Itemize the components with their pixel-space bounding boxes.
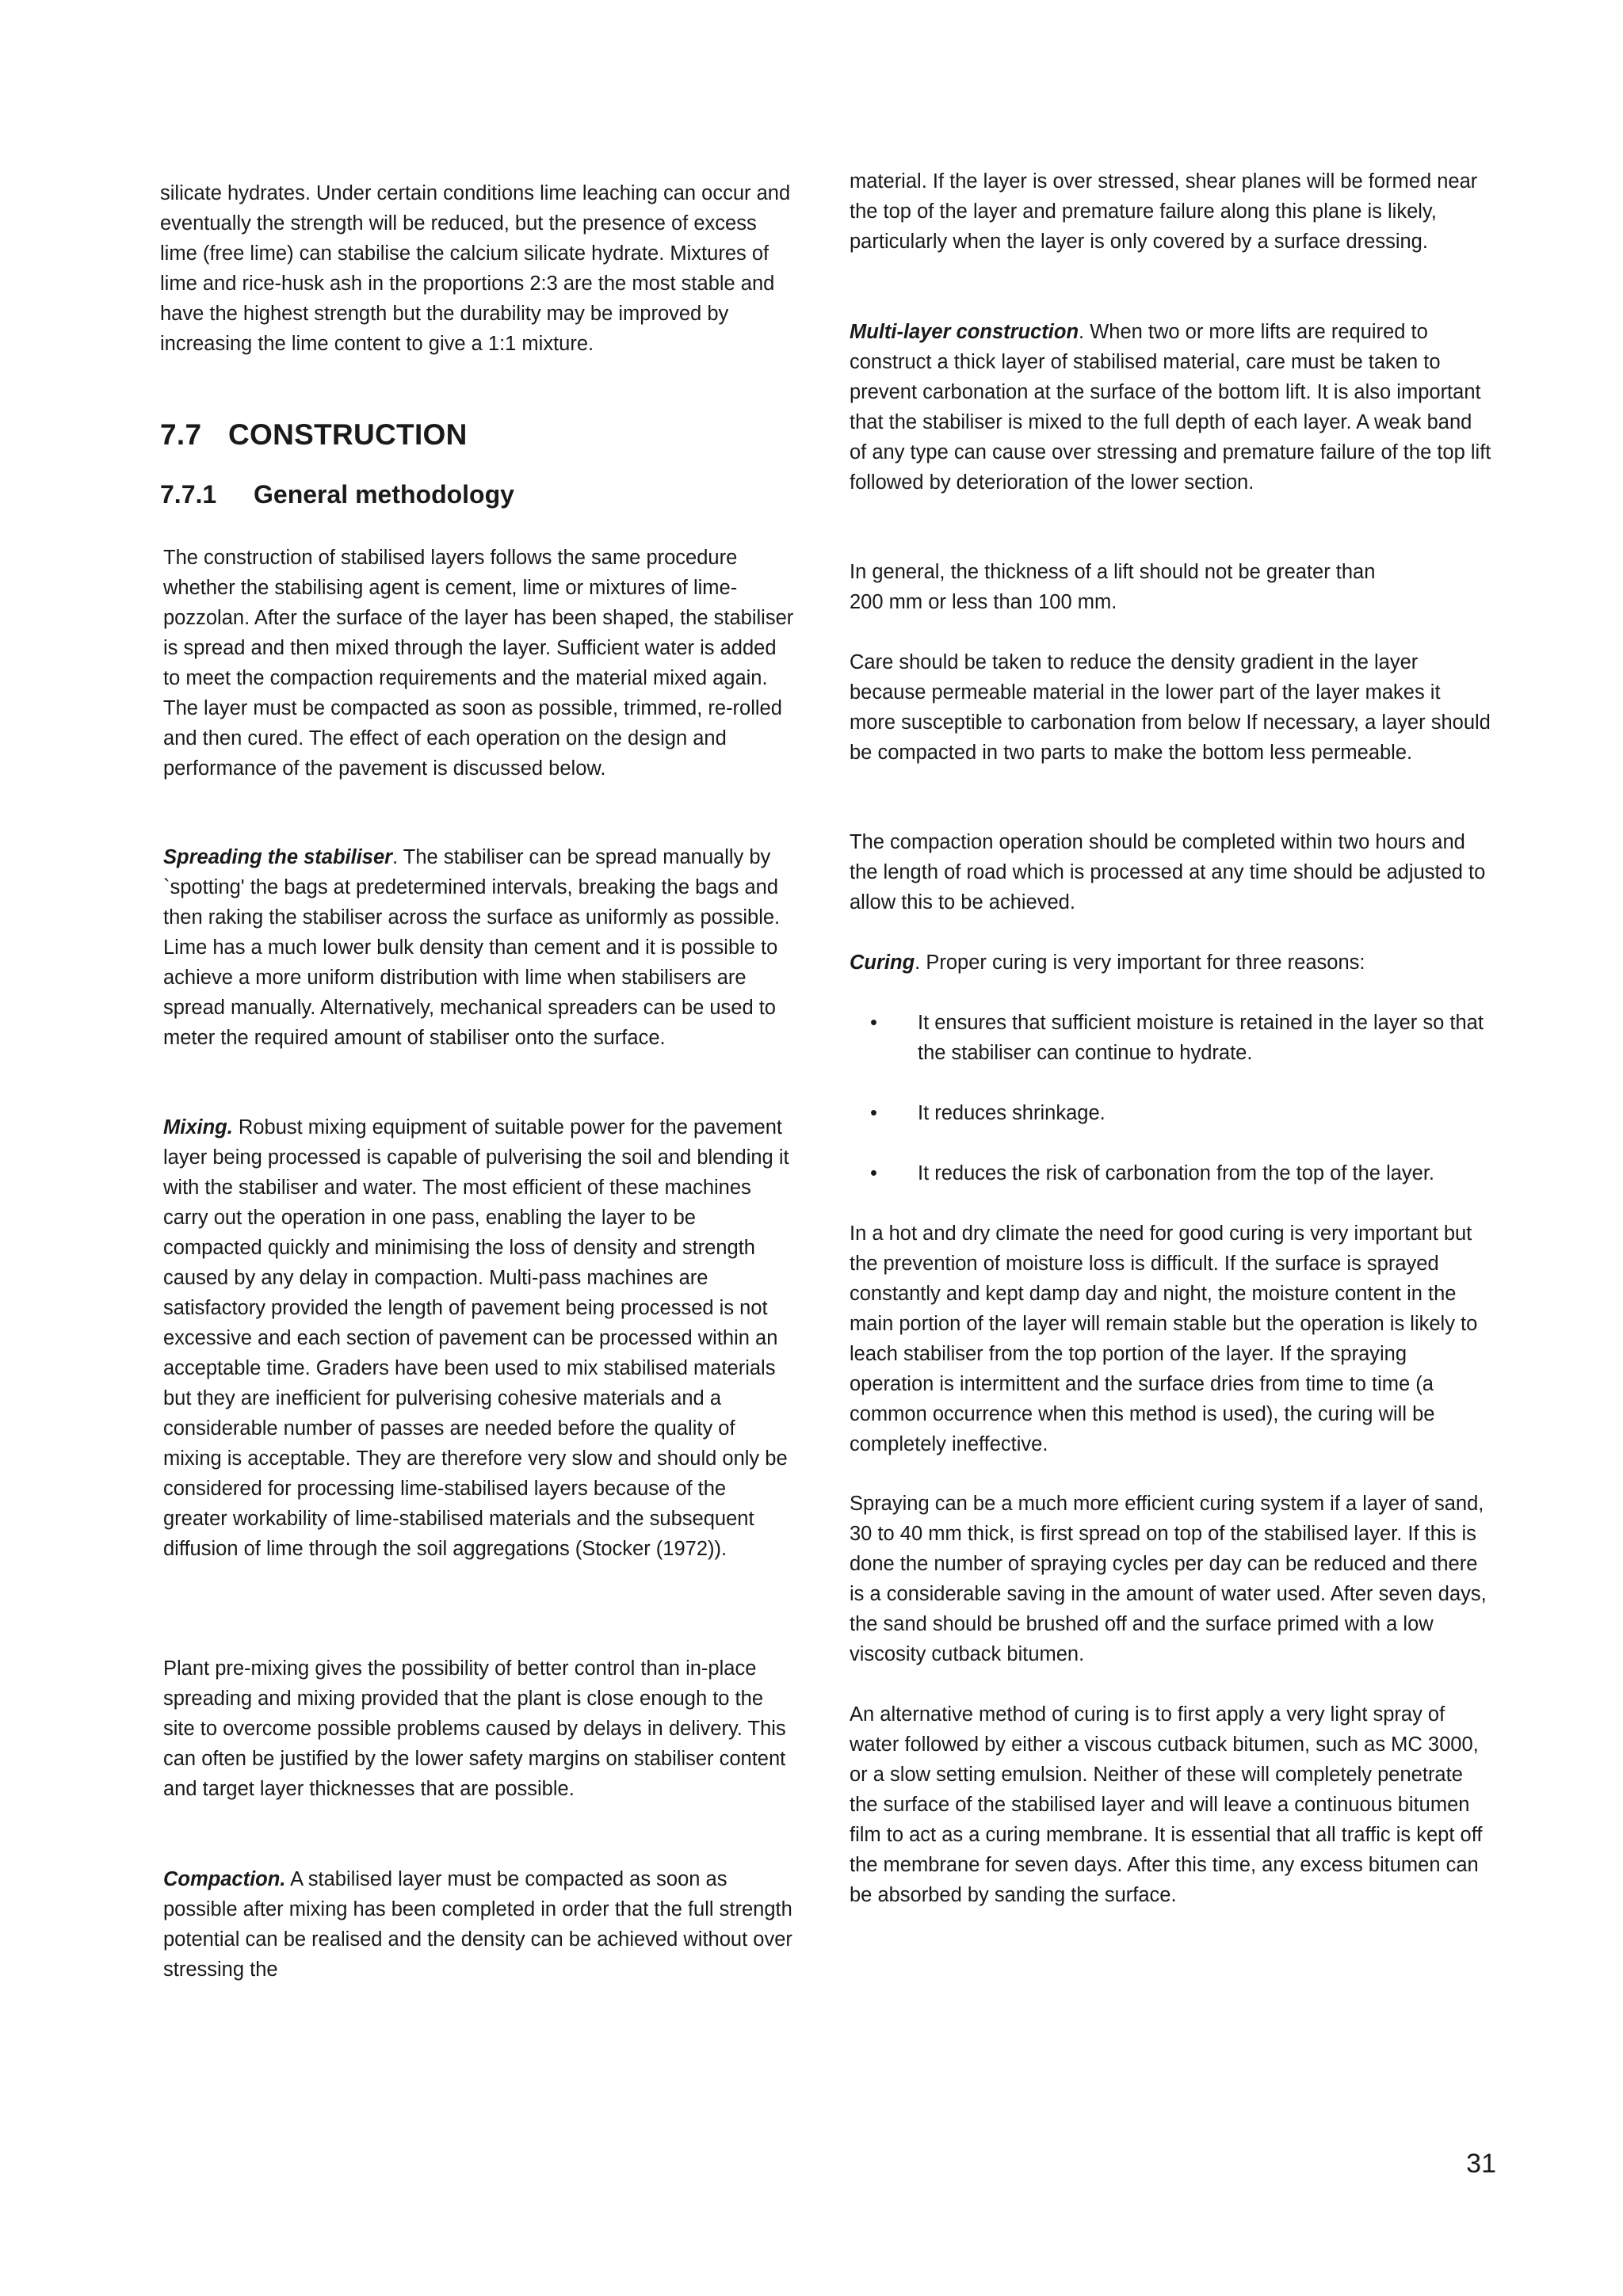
bullet-text: It reduces shrinkage. — [918, 1102, 1106, 1124]
paragraph-density-gradient: Care should be taken to reduce the density gradient in the layer because permeable material in the lower part of the layer makes it more susceptible to carbonation from below If necessary, a layer should be compacted in two parts to make the bottom less permeable. — [850, 651, 1491, 764]
bullet-text: It ensures that sufficient moisture is retained in the layer so that the stabiliser can continue to hydrate. — [918, 1012, 1484, 1064]
paragraph-hot-climate: In a hot and dry climate the need for good curing is very important but the prevention of moisture loss is difficult. If the surface is sprayed constantly and kept damp day and night, the moisture content in the main portion of the layer will remain stable but the operation is likely to leach stabiliser from the top portion of the layer. If the spraying operation is intermittent and the surface dries from time to time (a common occurrence when this method is used), the curing will be completely ineffective. — [850, 1222, 1478, 1455]
paragraph-spraying: Spraying can be a much more efficient curing system if a layer of sand, 30 to 40 mm thick, is first spread on top of the stabilised layer. If this is done the number of spraying cycles per day can be reduced and there is a considerable saving in the amount of water used. After seven days, the sand should be brushed off and the surface primed with a low viscosity cutback bitumen. — [850, 1493, 1487, 1665]
section-title: CONSTRUCTION — [228, 418, 468, 451]
subsection-number: 7.7.1 — [160, 480, 217, 509]
paragraph-spreading — [163, 842, 794, 1053]
subsection-heading — [160, 479, 514, 510]
section-heading — [160, 418, 468, 452]
compaction-text: A stabilised layer must be compacted as soon as possible after mixing has been completed in order that the full strength potential can be realised and the density can be achieved without over stressing the — [163, 1868, 792, 1981]
compaction-lead: Compaction. — [163, 1868, 286, 1890]
curing-text: . Proper curing is very important for three reasons: — [915, 952, 1365, 974]
multi-layer-lead: Multi-layer construction — [850, 321, 1079, 343]
paragraph-plant-premixing: Plant pre-mixing gives the possibility of better control than in-place spreading and mixing provided that the plant is close enough to the site to overcome possible problems caused by delays in delivery. This can often be justified by the lower safety margins on stabiliser content and target layer thicknesses that are possible. — [163, 1657, 786, 1800]
mixing-text: Robust mixing equipment of suitable power for the pavement layer being processed is capable of pulverising the soil and blending it with the stabiliser and water. The most efficient of these machines carry out the operation in one pass, enabling the layer to be compacted quickly and minimising the loss of density and strength caused by any delay in compaction. Multi-pass machines are satisfactory provided the length of pavement being processed is not excessive and each section of pavement can be processed within an acceptable time. Graders have been used to mix stabilised materials but they are inefficient for pulverising cohesive materials and a considerable number of passes are needed before the quality of mixing is acceptable. They are therefore very slow and should only be considered for processing lime-stabilised layers because of the greater workability of lime-stabilised materials and the subsequent diffusion of lime through the soil aggregations (Stocker (1972)). — [163, 1116, 789, 1560]
bullet-icon: • — [870, 1162, 877, 1184]
paragraph-multi-layer — [850, 317, 1491, 498]
paragraph-compaction — [163, 1864, 794, 1985]
spreading-lead: Spreading the stabiliser — [163, 846, 393, 868]
multi-layer-text: . When two or more lifts are required to construct a thick layer of stabilised material, care must be taken to prevent carbonation at the surface of the bottom lift. It is also important that the stabiliser is mixed to the full depth of each layer. A weak band of any type can cause over stressing and premature failure of the top lift followed by deterioration of the lower section. — [850, 321, 1491, 494]
bullet-text: It reduces the risk of carbonation from the top of the layer. — [918, 1162, 1435, 1184]
paragraph-lift-thickness: In general, the thickness of a lift should not be greater than 200 mm or less than 100 mm. — [850, 561, 1376, 613]
paragraph-alternative-curing: An alternative method of curing is to first apply a very light spray of water followed by either a viscous cutback bitumen, such as MC 3000, or a slow setting emulsion. Neither of these will completely penetrate the surface of the stabilised layer and will leave a continuous bitumen film to act as a curing membrane. It is essential that all traffic is kept off the membrane for seven days. After this time, any excess bitumen can be absorbed by sanding the surface. — [850, 1703, 1483, 1906]
section-number: 7.7 — [160, 418, 202, 451]
paragraph-intro: silicate hydrates. Under certain conditions lime leaching can occur and eventually the strength will be reduced, but the presence of excess lime (free lime) can stabilise the calcium silicate hydrate. Mixtures of lime and rice-husk ash in the proportions 2:3 are the most stable and have the highest strength but the durability may be improved by increasing the lime content to give a 1:1 mixture. — [160, 182, 791, 355]
bullet-icon: • — [870, 1012, 877, 1034]
paragraph-continuation: material. If the layer is over stressed, shear planes will be formed near the top of the layer and premature failure along this plane is likely, particularly when the layer is only covered by a surface dressing. — [850, 170, 1478, 253]
paragraph-compaction-time: The compaction operation should be completed within two hours and the length of road which is processed at any time should be adjusted to allow this to be achieved. — [850, 831, 1486, 913]
paragraph-mixing — [163, 1112, 794, 1564]
bullet-icon: • — [870, 1102, 877, 1124]
paragraph-curing — [850, 948, 1491, 978]
mixing-lead: Mixing. — [163, 1116, 233, 1138]
curing-lead: Curing — [850, 952, 915, 974]
subsection-title: General methodology — [254, 480, 514, 509]
paragraph-general-methodology: The construction of stabilised layers follows the same procedure whether the stabilising agent is cement, lime or mixtures of lime-pozzolan. After the surface of the layer has been shaped, the stabiliser is spread and then mixed through the layer. Sufficient water is added to meet the compaction requirements and the material mixed again. The layer must be compacted as soon as possible, trimmed, re-rolled and then cured. The effect of each operation on the design and performance of the pavement is discussed below. — [163, 547, 794, 780]
spreading-text: . The stabiliser can be spread manually by `spotting' the bags at predetermined intervals, breaking the bags and then raking the stabiliser across the surface as uniformly as possible. Lime has a much lower bulk density than cement and it is possible to achieve a more uniform distribution with lime when stabilisers are spread manually. Alternatively, mechanical spreaders can be used to meter the required amount of stabiliser onto the surface. — [163, 846, 781, 1049]
page-number: 31 — [1466, 2149, 1496, 2179]
